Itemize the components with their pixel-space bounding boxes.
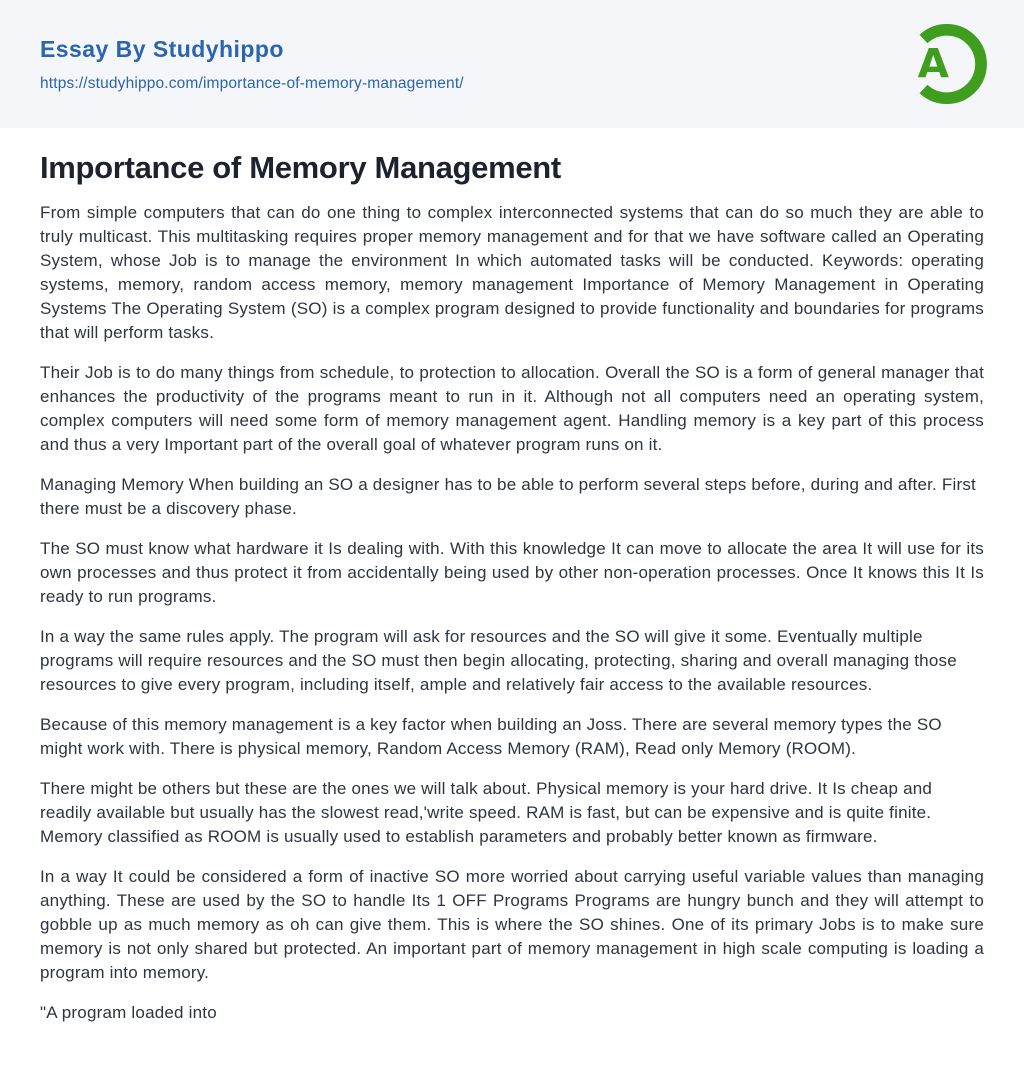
article-paragraph: Because of this memory management is a key factor when building an Joss. There are several memory types the SO might work with. There is physical memory, Random Access Memory (RAM), Read only Memory (ROOM). bbox=[40, 715, 942, 758]
header-text-block bbox=[40, 36, 464, 93]
article-paragraph: Managing Memory When building an SO a designer has to be able to perform several steps before, during and after. First there must be a discovery phase. bbox=[40, 475, 976, 518]
logo-letter: A bbox=[917, 39, 949, 88]
article-paragraph: From simple computers that can do one thing to complex interconnected systems that can do so much they are able to truly multicast. This multitasking requires proper memory management and for that we have software called an Operating System, whose Job is to manage the environment In which automated tasks will be conducted. Keywords: operating systems, memory, random access memory, memory management Importance of Memory Management in Operating Systems The Operating System (SO) is a complex program designed to provide functionality and boundaries for programs that will perform tasks. bbox=[40, 203, 984, 342]
studyhippo-logo-icon bbox=[900, 18, 990, 110]
page-header bbox=[0, 0, 1024, 128]
article-paragraph: In a way the same rules apply. The program will ask for resources and the SO will give it some. Eventually multiple programs will require resources and the SO must then begin allocating, protecting, sharing and overall managing those resources to give every program, including itself, ample and relatively fair access to the available resources. bbox=[40, 627, 957, 694]
source-url-link[interactable]: https://studyhippo.com/importance-of-memory-management/ bbox=[40, 74, 464, 92]
article-paragraph: Their Job is to do many things from schedule, to protection to allocation. Overall the SO is a form of general manager that enhances the productivity of the programs meant to run in it. Although not all computers need an operating system, complex computers will need some form of memory management agent. Handling memory is a key part of this process and thus a very Important part of the overall goal of whatever program runs on it. bbox=[40, 363, 984, 454]
article-paragraph: In a way It could be considered a form of inactive SO more worried about carrying useful variable values than managing anything. These are used by the SO to handle Its 1 OFF Programs Programs are hungry bunch and they will attempt to gobble up as much memory as oh can give them. This is where the SO shines. One of its primary Jobs is to make sure memory is not only shared but protected. An important part of memory management in high scale computing is loading a program into memory. bbox=[40, 867, 984, 982]
site-title: Essay By Studyhippo bbox=[40, 35, 284, 62]
article-title: Importance of Memory Management bbox=[40, 150, 561, 185]
essay-article bbox=[0, 128, 1024, 1081]
article-paragraph: There might be others but these are the ones we will talk about. Physical memory is your hard drive. It Is cheap and readily available but usually has the slowest read,'write speed. RAM is fast, but can be expensive and is quite finite. Memory classified as ROOM is usually used to establish parameters and probably better known as firmware. bbox=[40, 779, 933, 846]
article-paragraph: The SO must know what hardware it Is dealing with. With this knowledge It can move to allocate the area It will use for its own processes and thus protect it from accidentally being used by other non-operation processes. Once It knows this It Is ready to run programs. bbox=[40, 539, 984, 606]
article-paragraph: "A program loaded into bbox=[40, 1003, 217, 1022]
